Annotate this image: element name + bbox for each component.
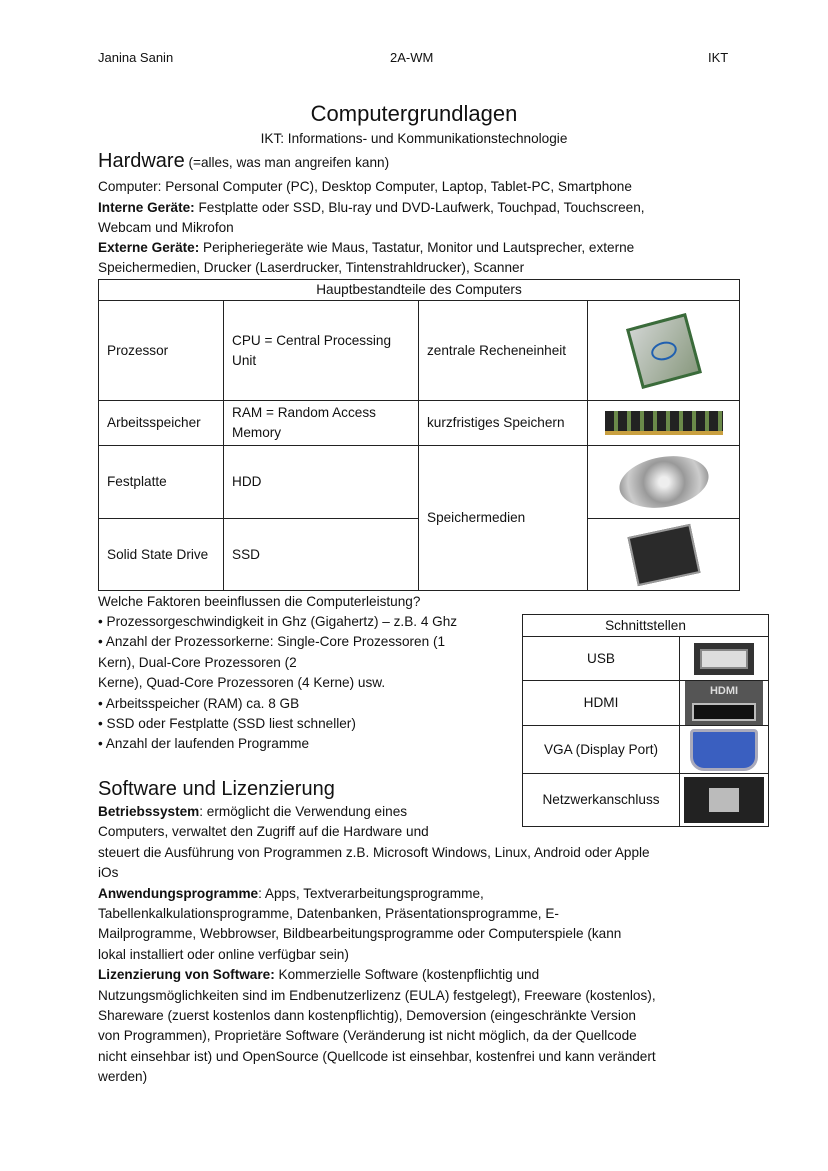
component-abbr: RAM = Random Access Memory xyxy=(224,401,419,446)
interface-name: VGA (Display Port) xyxy=(523,726,680,774)
component-desc: kurzfristiges Speichern xyxy=(419,401,588,446)
line-text: nicht einsehbar ist) und OpenSource (Quellcode ist einsehbar, kostenfrei und kann verändert xyxy=(98,1048,656,1064)
ethernet-image xyxy=(680,774,769,827)
components-caption: Hauptbestandteile des Computers xyxy=(99,280,740,301)
line-text: • Prozessorgeschwindigkeit in Ghz (Gigahertz) – z.B. 4 Ghz xyxy=(98,614,458,629)
text-line xyxy=(98,864,118,882)
table-row xyxy=(523,681,769,726)
line-text: Kommerzielle Software (kostenpflichtig und xyxy=(274,967,540,983)
table-row xyxy=(523,774,769,827)
hardware-note: (=alles, was man angreifen kann) xyxy=(184,155,390,170)
text-line xyxy=(98,613,457,631)
hdmi-logo: HDMI xyxy=(709,685,739,697)
page-title: Computergrundlagen xyxy=(310,101,518,126)
component-name: Prozessor xyxy=(99,301,224,401)
intern-text: Festplatte oder SSD, Blu-ray und DVD-Laufwerk, Touchpad, Touchscreen, xyxy=(194,200,645,215)
component-abbr: CPU = Central Processing Unit xyxy=(224,301,419,401)
hdmi-image xyxy=(680,681,769,726)
line-text: : ermöglicht die Verwendung eines xyxy=(199,804,408,819)
header-author: Janina Sanin xyxy=(98,50,174,65)
line-text: Nutzungsmöglichkeiten sind im Endbenutzerlizenz (EULA) festgelegt), Freeware (kostenlos), xyxy=(98,987,656,1003)
interfaces-caption: Schnittstellen xyxy=(523,615,769,637)
text-line xyxy=(98,987,656,1005)
text-line xyxy=(98,695,299,713)
component-name: Solid State Drive xyxy=(99,519,224,591)
text-line xyxy=(98,674,385,692)
table-row xyxy=(523,726,769,774)
text-line xyxy=(98,735,309,753)
ssd-image xyxy=(588,519,740,591)
text-line xyxy=(98,844,650,862)
text-line xyxy=(98,1027,637,1045)
component-abbr: SSD xyxy=(224,519,419,591)
intern-label: Interne Geräte: xyxy=(98,200,195,215)
text-line xyxy=(98,1068,147,1086)
component-desc: Speichermedien xyxy=(419,446,588,591)
extern-line xyxy=(98,239,634,257)
ram-image xyxy=(588,401,740,446)
cpu-image xyxy=(588,301,740,401)
vga-image xyxy=(680,726,769,774)
line-text: lokal installiert oder online verfügbar sein) xyxy=(98,946,349,962)
line-text: Shareware (zuerst kostenlos dann kostenpflichtig), Demoversion (eingeschränkte Version xyxy=(98,1008,636,1023)
text-line xyxy=(98,715,356,733)
line-text: Tabellenkalkulationsprogramme, Datenbanken, Präsentationsprogramme, E- xyxy=(98,906,559,921)
hardware-heading-line xyxy=(98,152,389,172)
table-row xyxy=(99,446,740,519)
header-class: 2A-WM xyxy=(390,50,434,65)
term-label: Betriebssystem xyxy=(98,804,200,819)
extern-text: Peripheriegeräte wie Maus, Tastatur, Monitor und Lautsprecher, externe xyxy=(199,240,635,255)
factors-question: Welche Faktoren beeinflussen die Computerleistung? xyxy=(98,594,421,609)
intern-line xyxy=(98,199,645,217)
text-line xyxy=(98,905,559,923)
line-text: werden) xyxy=(98,1069,148,1085)
table-row xyxy=(99,301,740,401)
text-line xyxy=(98,946,349,964)
line-text: Computers, verwaltet den Zugriff auf die Hardware und xyxy=(98,824,429,840)
text-line xyxy=(98,1007,636,1025)
line-text: : Apps, Textverarbeitungsprogramme, xyxy=(258,885,484,901)
interfaces-table xyxy=(522,614,769,827)
line-text: Mailprogramme, Webbrowser, Bildbearbeitungsprogramme oder Computerspiele (kann xyxy=(98,926,622,942)
component-name: Arbeitsspeicher xyxy=(99,401,224,446)
interface-name: HDMI xyxy=(523,681,680,726)
term-label: Anwendungsprogramme xyxy=(98,885,259,901)
text-line xyxy=(98,885,484,903)
term-label: Lizenzierung von Software: xyxy=(98,967,275,983)
software-heading: Software und Lizenzierung xyxy=(98,778,335,800)
component-abbr: HDD xyxy=(224,446,419,519)
line-text: • Anzahl der laufenden Programme xyxy=(98,736,310,752)
text-line xyxy=(98,803,407,821)
component-name: Festplatte xyxy=(99,446,224,519)
text-line xyxy=(98,925,621,943)
text-line xyxy=(98,1048,656,1066)
text-line xyxy=(98,654,297,672)
line-text: von Programmen), Proprietäre Software (Veränderung ist nicht möglich, da der Quellcode xyxy=(98,1028,637,1044)
computer-line: Computer: Personal Computer (PC), Desktop Computer, Laptop, Tablet-PC, Smartphone xyxy=(98,179,632,194)
hardware-heading: Hardware xyxy=(98,150,185,172)
text-line xyxy=(98,966,539,984)
extern-line-2: Speichermedien, Drucker (Laserdrucker, Tintenstrahldrucker), Scanner xyxy=(98,260,525,275)
component-desc: zentrale Recheneinheit xyxy=(419,301,588,401)
line-text: • Anzahl der Prozessorkerne: Single-Core Prozessoren (1 xyxy=(98,634,446,650)
hdd-image xyxy=(588,446,740,519)
header-subject: IKT xyxy=(708,50,729,65)
line-text: Kerne), Quad-Core Prozessoren (4 Kerne) usw. xyxy=(98,675,386,691)
page-subtitle: IKT: Informations- und Kommunikationstechnologie xyxy=(260,131,568,146)
text-line xyxy=(98,633,445,651)
line-text: iOs xyxy=(98,865,119,881)
components-table xyxy=(98,279,740,591)
intern-line-2: Webcam und Mikrofon xyxy=(98,220,234,235)
line-text: Kern), Dual-Core Prozessoren (2 xyxy=(98,654,297,670)
line-text: • Arbeitsspeicher (RAM) ca. 8 GB xyxy=(98,695,300,711)
line-text: steuert die Ausführung von Programmen z.B. Microsoft Windows, Linux, Android oder Apple xyxy=(98,844,650,860)
table-row xyxy=(523,637,769,681)
text-line xyxy=(98,823,429,841)
line-text: • SSD oder Festplatte (SSD liest schneller) xyxy=(98,716,356,731)
table-row xyxy=(99,401,740,446)
usb-image xyxy=(680,637,769,681)
interface-name: Netzwerkanschluss xyxy=(523,774,680,827)
interface-name: USB xyxy=(523,637,680,681)
extern-label: Externe Geräte: xyxy=(98,240,200,255)
